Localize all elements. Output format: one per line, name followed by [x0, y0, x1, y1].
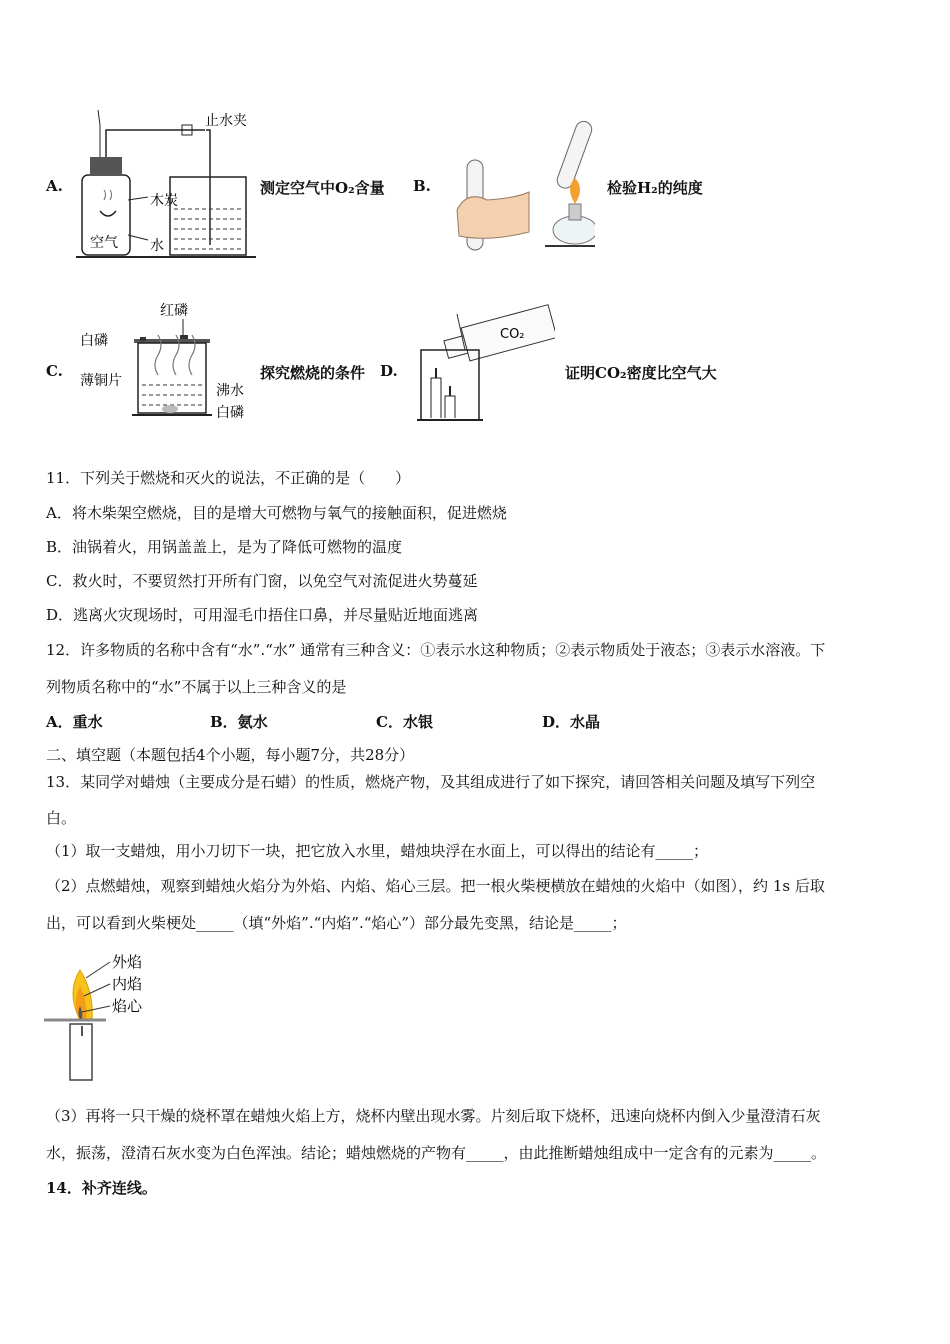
label-flame-core: 焰心 — [112, 997, 143, 1015]
q13-stem-line1: 13．某同学对蜡烛（主要成分是石蜡）的性质，燃烧产物，及其组成进行了如下探究，请回答相关问题及填写下列空 — [46, 773, 816, 791]
q11-stem: 11．下列关于燃烧和灭火的说法，不正确的是（ ） — [46, 469, 411, 487]
label-outer-flame: 外焰 — [112, 953, 143, 971]
q13-part3-line2: 水，振荡，澄清石灰水变为白色浑浊。结论；蜡烛燃烧的产物有_____，由此推断蜡烛组成中一定含有的元素为_____。 — [46, 1144, 827, 1162]
q14-stem: 14．补齐连线。 — [46, 1179, 157, 1197]
figure-c-caption: 探究燃烧的条件 — [260, 364, 366, 382]
label-copper-sheet: 薄铜片 — [80, 373, 122, 389]
label-red-phosphorus: 红磷 — [160, 303, 188, 319]
label-water: 水 — [150, 238, 164, 254]
q13-part3-line1: （3）再将一只干燥的烧杯罩在蜡烛火焰上方，烧杯内壁出现水雾。片刻后取下烧杯，迅速向烧杯内倒入少量澄清石灰 — [46, 1107, 821, 1125]
figure-c-apparatus — [78, 295, 258, 425]
q11-option-d: D．逃离火灾现场时，可用湿毛巾捂住口鼻，并尽量贴近地面逃离 — [46, 606, 479, 624]
label-white-phosphorus-bottom: 白磷 — [216, 405, 244, 421]
q12-option-d: D．水晶 — [542, 713, 601, 731]
figure-d-apparatus — [415, 300, 555, 425]
q11-option-c: C．救火时，不要贸然打开所有门窗，以免空气对流促进火势蔓延 — [46, 572, 478, 590]
q12-option-c: C．水银 — [376, 713, 433, 731]
section-heading: 二、填空题（本题包括4个小题，每小题7分，共28分） — [46, 746, 415, 764]
option-letter-d: D. — [380, 362, 398, 380]
q12-stem-line2: 列物质名称中的“水”不属于以上三种含义的是 — [46, 678, 347, 696]
q11-option-b: B．油锅着火，用锅盖盖上，是为了降低可燃物的温度 — [46, 538, 403, 556]
q12-option-a: A．重水 — [46, 713, 103, 731]
q13-stem-line2: 白。 — [46, 809, 77, 827]
label-inner-flame: 内焰 — [112, 975, 143, 993]
candle-flame-figure — [44, 948, 164, 1083]
label-co2: CO₂ — [500, 327, 525, 342]
label-charcoal: 木炭 — [150, 193, 178, 209]
label-white-phosphorus-top: 白磷 — [80, 333, 108, 349]
q11-option-a: A．将木柴架空燃烧，目的是增大可燃物与氧气的接触面积，促进燃烧 — [46, 504, 507, 522]
q12-options — [0, 711, 950, 733]
option-letter-b: B. — [413, 177, 431, 195]
q13-part1: （1）取一支蜡烛，用小刀切下一块，把它放入水里，蜡烛块浮在水面上，可以得出的结论有_____； — [46, 842, 709, 860]
figure-a-caption: 测定空气中O₂含量 — [260, 179, 385, 197]
q12-option-b: B．氨水 — [210, 713, 268, 731]
label-clamp: 止水夹 — [205, 113, 247, 129]
option-letter-c: C. — [46, 362, 63, 380]
figure-b-apparatus — [445, 120, 595, 260]
label-boiling-water: 沸水 — [216, 383, 244, 399]
label-air: 空气 — [90, 235, 118, 251]
q12-stem-line1: 12．许多物质的名称中含有“水”.“水” 通常有三种含义：①表示水这种物质；②表示物质处于液态；③表示水溶液。下 — [46, 641, 826, 659]
q13-part2-line1: （2）点燃蜡烛，观察到蜡烛火焰分为外焰、内焰、焰心三层。把一根火柴梗横放在蜡烛的火焰中（如图），约 1s 后取 — [46, 877, 825, 895]
q13-part2-line2: 出，可以看到火柴梗处_____（填“外焰”.“内焰”.“焰心”）部分最先变黑，结论是_____； — [46, 914, 627, 932]
figure-a-apparatus — [70, 105, 260, 260]
figure-b-caption: 检验H₂的纯度 — [607, 179, 703, 197]
figure-d-caption: 证明CO₂密度比空气大 — [565, 364, 717, 382]
option-letter-a: A. — [46, 177, 63, 195]
